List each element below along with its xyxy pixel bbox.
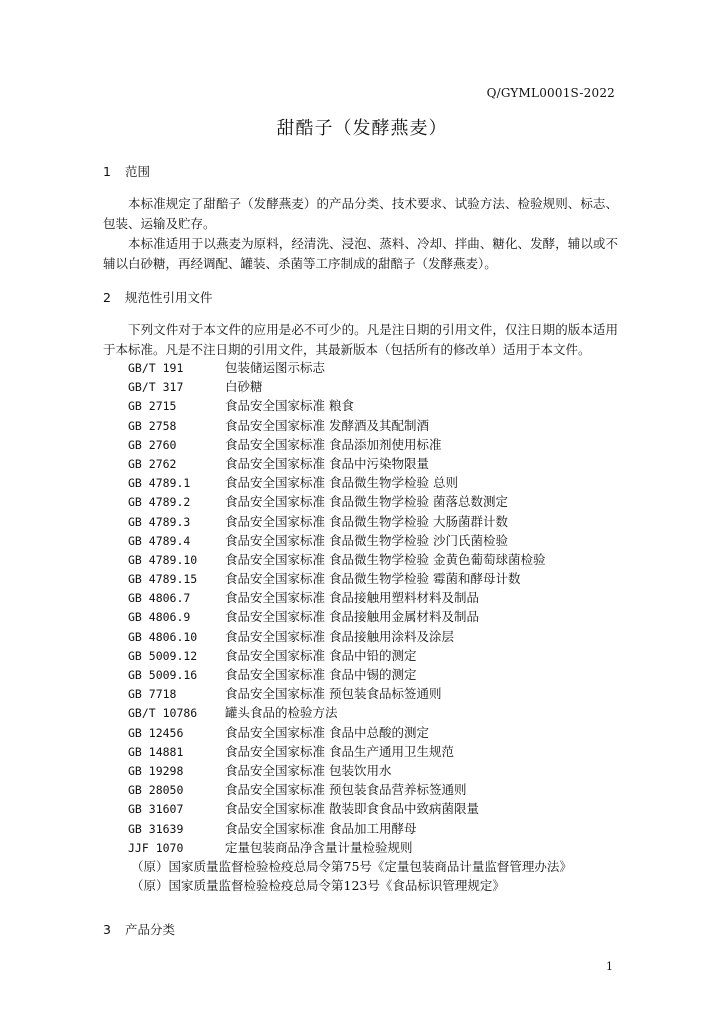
section-title: 范围 (124, 164, 150, 179)
reference-code: GB 19298 (128, 763, 184, 778)
reference-code: GB 4789.15 (128, 572, 198, 587)
scope-paragraph-2: 本标准适用于以燕麦为原料，经清洗、浸泡、蒸料、冷却、拌曲、糖化、发酵，辅以或不辅以白砂糖，再经调配、罐装、杀菌等工序制成的甜醅子（发酵燕麦）。 (103, 236, 618, 271)
reference-title: 食品安全国家标准 食品接触用金属材料及制品 (225, 609, 479, 625)
reference-item (128, 416, 572, 435)
scope-paragraph-1: 本标准规定了甜醅子（发酵燕麦）的产品分类、技术要求、试验方法、检验规则、标志、包装、运输及贮存。 (103, 196, 618, 231)
reference-item (128, 627, 572, 646)
reference-title: 包装储运图示标志 (225, 360, 326, 375)
reference-title: 食品安全国家标准 包装饮用水 (225, 762, 392, 778)
reference-code: GB 4806.7 (128, 591, 191, 606)
reference-title: 食品安全国家标准 食品加工用酵母 (225, 820, 417, 836)
reference-code: GB 4789.1 (128, 476, 191, 491)
section-number: 3 (103, 922, 111, 937)
reference-title: 食品安全国家标准 食品中污染物限量 (225, 455, 429, 471)
reference-code: GB/T 191 (128, 361, 184, 375)
reference-code: GB/T 317 (128, 380, 184, 395)
reference-code: GB 28050 (128, 783, 184, 798)
reference-item (128, 780, 572, 799)
reference-title: 食品安全国家标准 散装即食食品中致病菌限量 (225, 801, 479, 817)
reference-item (128, 607, 572, 626)
reference-title: 定量包装商品净含量计量检验规则 (225, 839, 413, 855)
reference-code: GB 4806.10 (128, 629, 198, 644)
reference-item (128, 761, 572, 780)
reference-item (128, 492, 572, 511)
reference-item (128, 684, 572, 703)
reference-code: GB 31639 (128, 821, 184, 836)
reference-code: GB 2715 (128, 399, 177, 414)
reference-title: 食品安全国家标准 食品微生物学检验 菌落总数测定 (225, 494, 508, 510)
reference-item (128, 819, 572, 838)
reference-title: 白砂糖 (225, 379, 263, 395)
section-title: 产品分类 (124, 922, 175, 937)
section-3-heading (103, 920, 175, 938)
reference-code: JJF 1070 (128, 840, 184, 855)
reference-title: 罐头食品的检验方法 (225, 705, 338, 721)
reference-code: GB 12456 (128, 725, 184, 740)
section-2-heading (103, 288, 213, 306)
reference-item (128, 531, 572, 550)
reference-code: GB 2762 (128, 456, 177, 471)
reference-code: GB 4789.3 (128, 514, 191, 529)
reference-code: GB 5009.16 (128, 668, 198, 682)
reference-code: GB 14881 (128, 744, 184, 759)
reference-item (128, 799, 572, 818)
reference-title: 食品安全国家标准 食品接触用塑料材料及制品 (225, 590, 479, 606)
reference-item (128, 703, 572, 722)
reference-title: 食品安全国家标准 粮食 (225, 398, 354, 414)
reference-title: 食品安全国家标准 食品微生物学检验 大肠菌群计数 (225, 513, 508, 529)
reference-title: 食品安全国家标准 食品添加剂使用标准 (225, 436, 442, 452)
reference-item (128, 665, 572, 684)
reference-code: GB 4789.2 (128, 495, 191, 510)
section-number: 1 (103, 164, 111, 179)
reference-code: GB 4789.4 (128, 533, 191, 548)
reference-code: GB 7718 (128, 687, 177, 702)
reference-title: 食品安全国家标准 预包装食品标签通则 (225, 686, 442, 702)
reference-item (128, 742, 572, 761)
page-number: 1 (606, 960, 613, 973)
section-number: 2 (103, 290, 111, 305)
reference-code: GB 5009.12 (128, 648, 198, 663)
reference-code: GB 2760 (128, 437, 177, 452)
reference-code: GB 31607 (128, 802, 184, 817)
reference-title: 食品安全国家标准 预包装食品营养标签通则 (225, 782, 467, 798)
section-title: 规范性引用文件 (124, 290, 213, 305)
reference-item (128, 512, 572, 531)
reference-item (128, 358, 572, 377)
reference-item (128, 838, 572, 857)
reference-item (128, 723, 572, 742)
regulation-reference: （原）国家质量监督检验检疫总局令第123号《食品标识管理规定》 (131, 878, 505, 894)
reference-title: 食品安全国家标准 食品接触用涂料及涂层 (225, 628, 454, 644)
reference-code: GB 4806.9 (128, 610, 191, 625)
reference-item (128, 550, 572, 569)
reference-title: 食品安全国家标准 食品中锡的测定 (225, 667, 417, 682)
reference-title: 食品安全国家标准 食品微生物学检验 霉菌和酵母计数 (225, 571, 521, 587)
reference-code: GB/T 10786 (128, 706, 198, 721)
reference-item (128, 377, 572, 396)
reference-title: 食品安全国家标准 食品微生物学检验 金黄色葡萄球菌检验 (225, 551, 546, 567)
reference-item (128, 646, 572, 665)
reference-item (128, 473, 572, 492)
reference-item (128, 569, 572, 588)
document-title: 甜酷子（发酵燕麦） (276, 118, 448, 139)
reference-title: 食品安全国家标准 发酵酒及其配制酒 (225, 417, 429, 433)
reference-title: 食品安全国家标准 食品中铅的测定 (225, 647, 417, 663)
reference-item (128, 588, 572, 607)
regulation-reference: （原）国家质量监督检验检疫总局令第75号《定量包装商品计量监督管理办法》 (131, 858, 572, 874)
reference-code: GB 4789.10 (128, 552, 198, 567)
reference-item (128, 435, 572, 454)
reference-title: 食品安全国家标准 食品微生物学检验 总则 (225, 475, 458, 491)
reference-code: GB 2758 (128, 418, 177, 433)
reference-title: 食品安全国家标准 食品生产通用卫生规范 (225, 743, 454, 759)
reference-item (128, 396, 572, 415)
reference-item (128, 454, 572, 473)
section-1-heading (103, 162, 150, 180)
normative-refs-intro: 下列文件对于本文件的应用是必不可少的。凡是注日期的引用文件，仅注日期的版本适用于本标准。凡是不注日期的引用文件，其最新版本（包括所有的修改单）适用于本文件。 (103, 322, 618, 357)
standard-code: Q/GYML0001S-2022 (486, 86, 615, 100)
reference-title: 食品安全国家标准 食品中总酸的测定 (225, 724, 429, 740)
reference-title: 食品安全国家标准 食品微生物学检验 沙门氏菌检验 (225, 532, 508, 548)
reference-list (128, 358, 572, 895)
